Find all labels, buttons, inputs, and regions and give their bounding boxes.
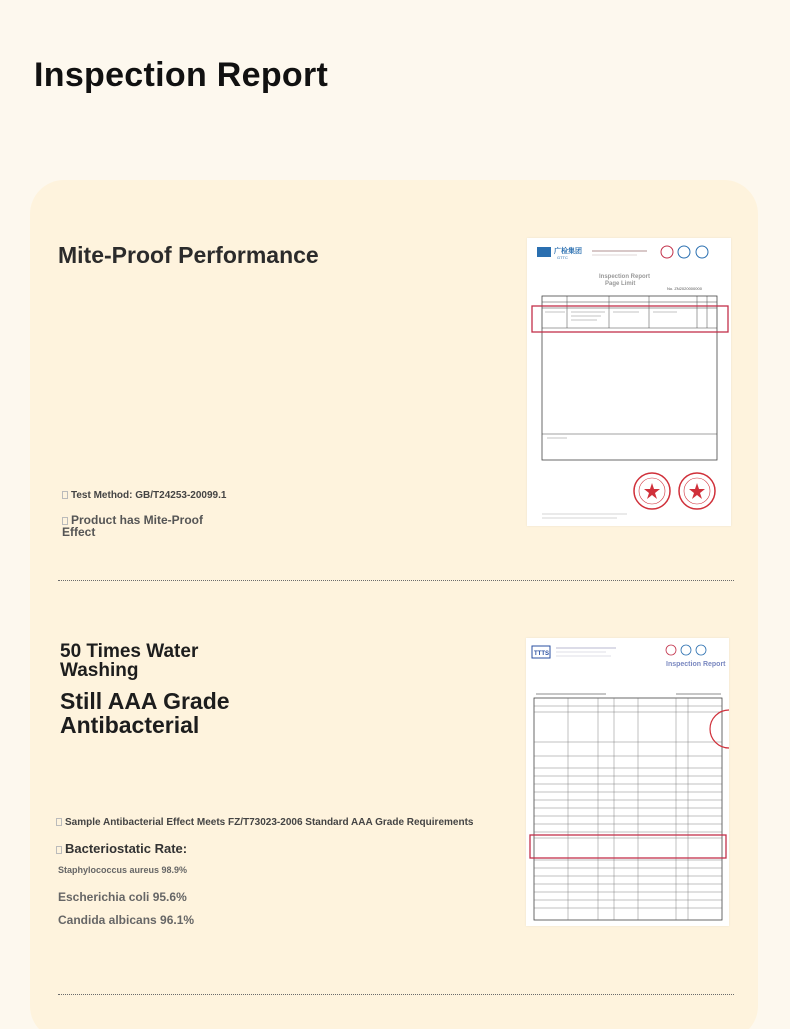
bacteriostatic-rate-label: [56, 842, 216, 855]
report-heading-1: Inspection Report: [599, 274, 651, 280]
section-divider: [58, 994, 734, 995]
standard-note: [56, 816, 473, 829]
bullet-icon: [62, 517, 68, 525]
antibacterial-title: Still AAA Grade Antibacterial: [60, 688, 230, 738]
section-divider: [58, 580, 734, 581]
rate-staphylococcus: Staphylococcus aureus 98.9%: [58, 865, 188, 875]
partial-seal-icon: [710, 710, 729, 748]
standard-text: Sample Antibacterial Effect Meets FZ/T73023-2006 Standard AAA Grade Requirements: [65, 817, 474, 828]
report-table-grid: [534, 698, 722, 920]
report-heading-2: Inspection Report: [666, 661, 726, 668]
red-seal-icon: [679, 473, 715, 509]
rate-escherichia: Escherichia coli 95.6%: [58, 890, 187, 904]
bullet-icon: [62, 491, 68, 499]
test-method-note: [62, 489, 226, 502]
gttc-logo-icon: [537, 247, 551, 257]
mite-proof-title: Mite-Proof Performance: [58, 242, 319, 268]
report-number-1: No. ZN2020000000: [667, 286, 702, 291]
report-subheading-1: Page Limit: [605, 281, 636, 287]
bacteriostatic-rate-text: Bacteriostatic Rate:: [65, 841, 188, 856]
mite-proof-effect-note: [62, 514, 232, 538]
page-title: Inspection Report: [34, 56, 329, 94]
test-method-text: Test Method: GB/T24253-20099.1: [71, 490, 227, 501]
mite-proof-report-image: [527, 238, 731, 526]
svg-text:广检集团: 广检集团: [554, 248, 582, 255]
report-logo-2: TTTS: [534, 651, 549, 657]
bullet-icon: [56, 818, 62, 826]
mite-proof-effect-text: Product has Mite-Proof Effect: [62, 513, 204, 539]
washing-title: 50 Times Water Washing: [60, 641, 199, 681]
bullet-icon: [56, 846, 62, 854]
highlight-box: [530, 835, 726, 858]
rate-candida: Candida albicans 96.1%: [58, 913, 195, 927]
report-document-graphic: [526, 638, 729, 926]
red-seal-icon: [634, 473, 670, 509]
report-document-graphic: [527, 238, 731, 526]
antibacterial-report-image: [526, 638, 729, 926]
svg-text:GTTC: GTTC: [557, 255, 568, 260]
